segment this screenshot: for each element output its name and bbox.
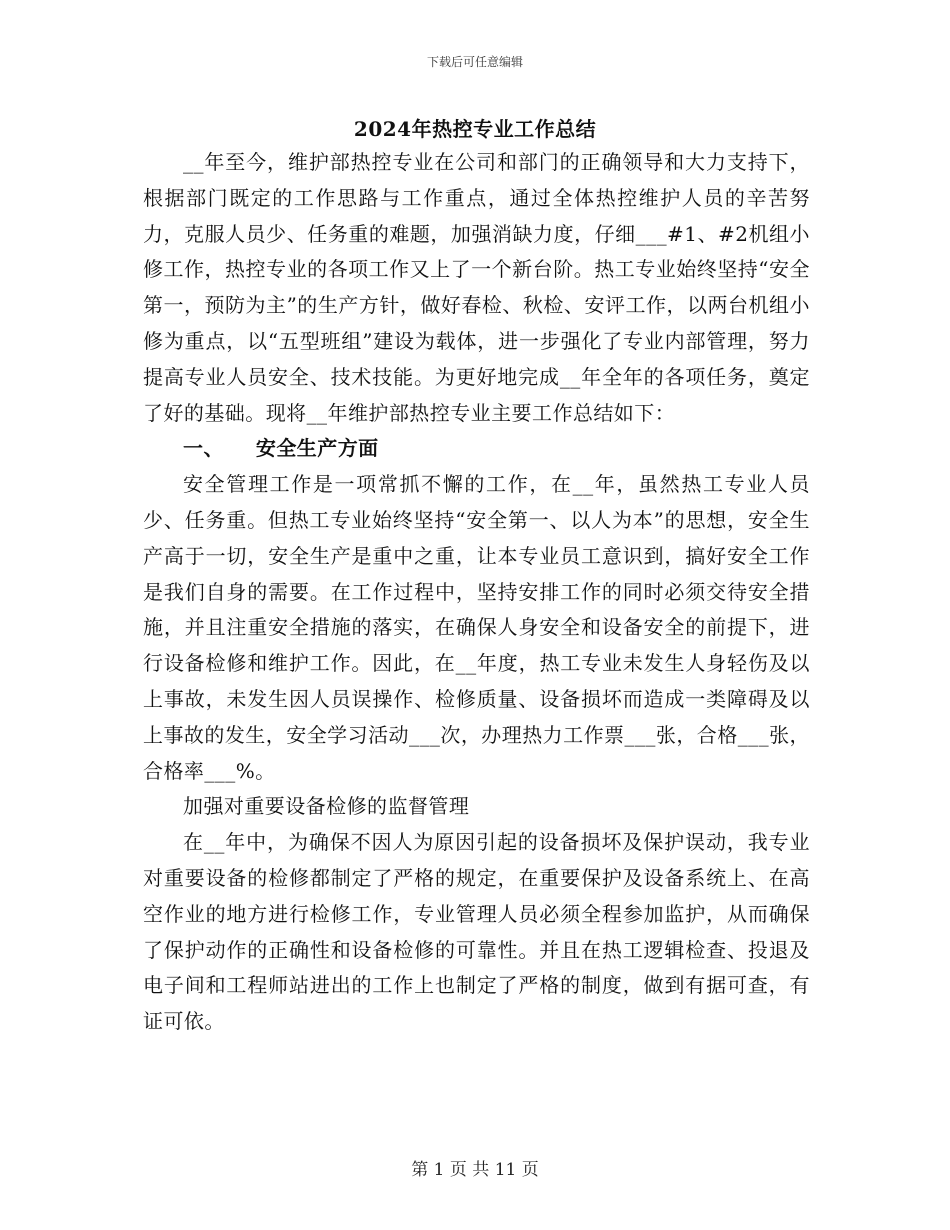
supervision-paragraph: 在__年中，为确保不因人为原因引起的设备损坏及保护误动，我专业对重要设备的检修都制定了严格的规定，在重要保护及设备系统上、在高空作业的地方进行检修工作，专业管理人员必须全程参加监护，从而确保了保护动作的正确性和设备检修的可靠性。并且在热工逻辑检查、投退及电子间和工程师站进出的工作上也制定了严格的制度，做到有据可查，有证可依。 <box>143 830 810 1034</box>
intro-paragraph: __年至今，维护部热控专业在公司和部门的正确领导和大力支持下，根据部门既定的工作思路与工作重点，通过全体热控维护人员的辛苦努力，克服人员少、任务重的难题，加强消缺力度，仔细___#1、#2机组小修工作，热控专业的各项工作又上了一个新台阶。热工专业始终坚持“安全第一，预防为主”的生产方针，做好春检、秋检、安评工作，以两台机组小修为重点，以“五型班组”建设为载体，进一步强化了专业内部管理，努力提高专业人员安全、技术技能。为更好地完成__年全年的各项任务，奠定了好的基础。现将__年维护部热控专业主要工作总结如下： <box>143 150 810 425</box>
section-title: 安全生产方面 <box>255 436 379 461</box>
document-body <box>143 145 810 1040</box>
page-footer: 第 1 页 共 11 页 <box>411 1160 539 1180</box>
section-number: 一、 <box>183 436 224 461</box>
section-heading <box>143 431 810 467</box>
safety-paragraph: 安全管理工作是一项常抓不懈的工作，在__年，虽然热工专业人员少、任务重。但热工专业始终坚持“安全第一、以人为本”的思想，安全生产高于一切，安全生产是重中之重，让本专业员工意识到，搞好安全工作是我们自身的需要。在工作过程中，坚持安排工作的同时必须交待安全措施，并且注重安全措施的落实，在确保人身安全和设备安全的前提下，进行设备检修和维护工作。因此，在__年度，热工专业未发生人身轻伤及以上事故，未发生因人员误操作、检修质量、设备损坏而造成一类障碍及以上事故的发生，安全学习活动___次，办理热力工作票___张，合格___张，合格率___%。 <box>143 472 810 783</box>
document-title: 2024年热控专业工作总结 <box>353 117 597 141</box>
subheading-paragraph: 加强对重要设备检修的监督管理 <box>183 794 470 819</box>
header-note: 下载后可任意编辑 <box>426 55 523 69</box>
